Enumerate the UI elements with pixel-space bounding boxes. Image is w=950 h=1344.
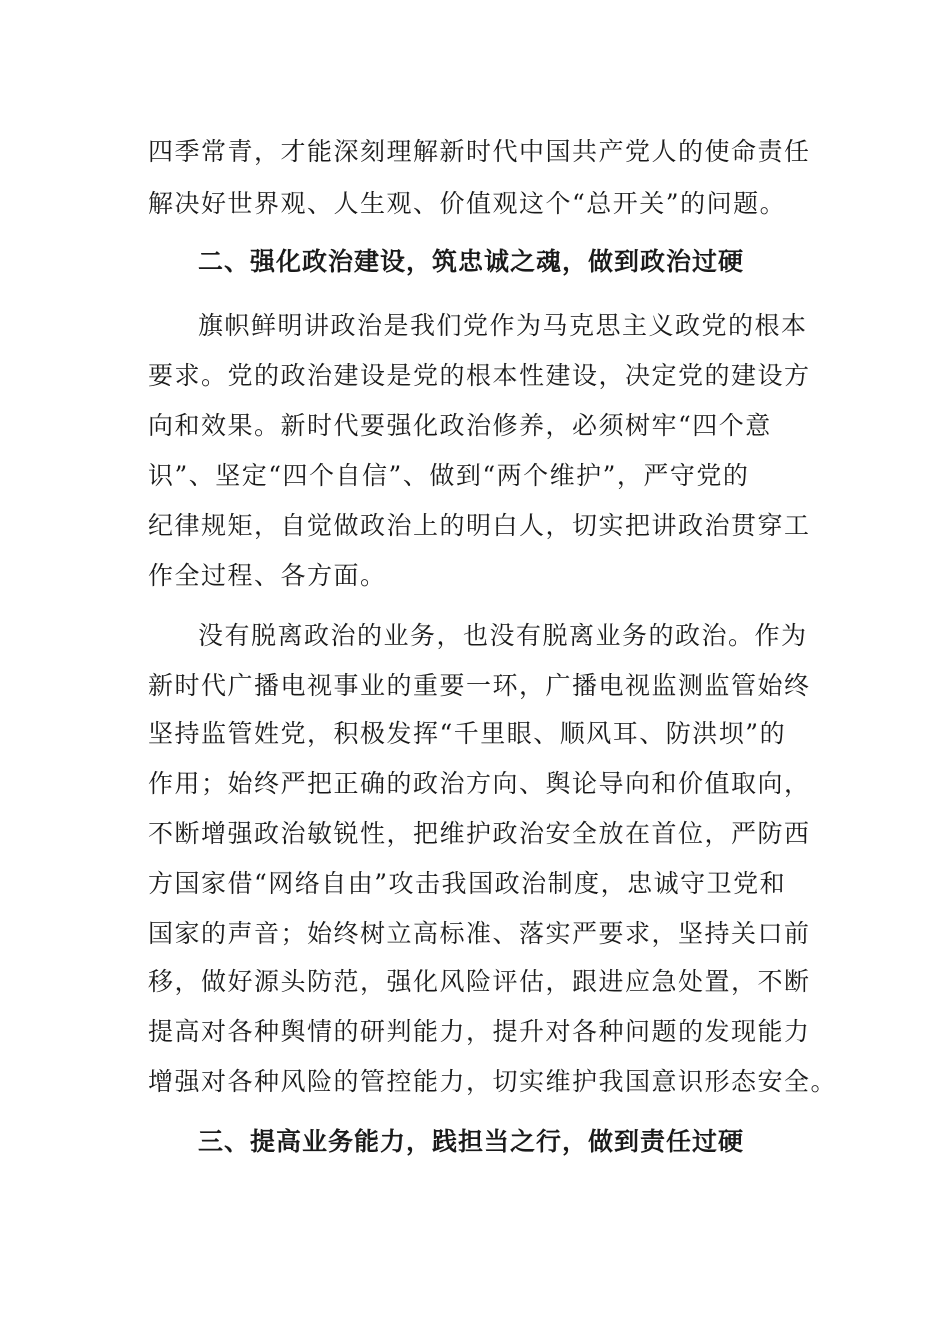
paragraph-line: 新时代广播电视事业的重要一环，广播电视监测监管始终 [148,671,811,700]
paragraph-line: 要求。党的政治建设是党的根本性建设，决定党的建设方 [148,361,811,390]
paragraph-line: 移，做好源头防范，强化风险评估，跟进应急处置，不断 [148,967,811,996]
paragraph-line: 提高对各种舆情的研判能力，提升对各种问题的发现能力 [148,1017,811,1046]
paragraph-line: 旗帜鲜明讲政治是我们党作为马克思主义政党的根本 [198,311,808,340]
section-2-heading: 二、强化政治建设，筑忠诚之魂，做到政治过硬 [198,247,745,276]
paragraph-line: 向和效果。新时代要强化政治修养，必须树牢“四个意 [148,411,772,440]
intro-line-1: 四季常青，才能深刻理解新时代中国共产党人的使命责任 [148,137,811,166]
paragraph-line: 识”、坚定“四个自信”、做到“两个维护”，严守党的 [148,461,750,490]
paragraph-line: 作全过程、各方面。 [148,561,387,590]
paragraph-line: 方国家借“网络自由”攻击我国政治制度，忠诚守卫党和 [148,869,787,898]
paragraph-line: 坚持监管姓党，积极发挥“千里眼、顺风耳、防洪坝”的 [148,719,787,748]
paragraph-line: 作用；始终严把正确的政治方向、舆论导向和价值取向， [148,769,811,798]
paragraph-line: 不断增强政治敏锐性，把维护政治安全放在首位，严防西 [148,819,811,848]
section-3-heading: 三、提高业务能力，践担当之行，做到责任过硬 [198,1127,745,1156]
paragraph-line: 没有脱离政治的业务，也没有脱离业务的政治。作为 [198,621,808,650]
paragraph-line: 增强对各种风险的管控能力，切实维护我国意识形态安全。 [148,1067,838,1096]
paragraph-line: 纪律规矩，自觉做政治上的明白人，切实把讲政治贯穿工 [148,511,811,540]
paragraph-line: 国家的声音；始终树立高标准、落实严要求，坚持关口前 [148,919,811,948]
intro-line-2: 解决好世界观、人生观、价值观这个“总开关”的问题。 [148,189,787,218]
